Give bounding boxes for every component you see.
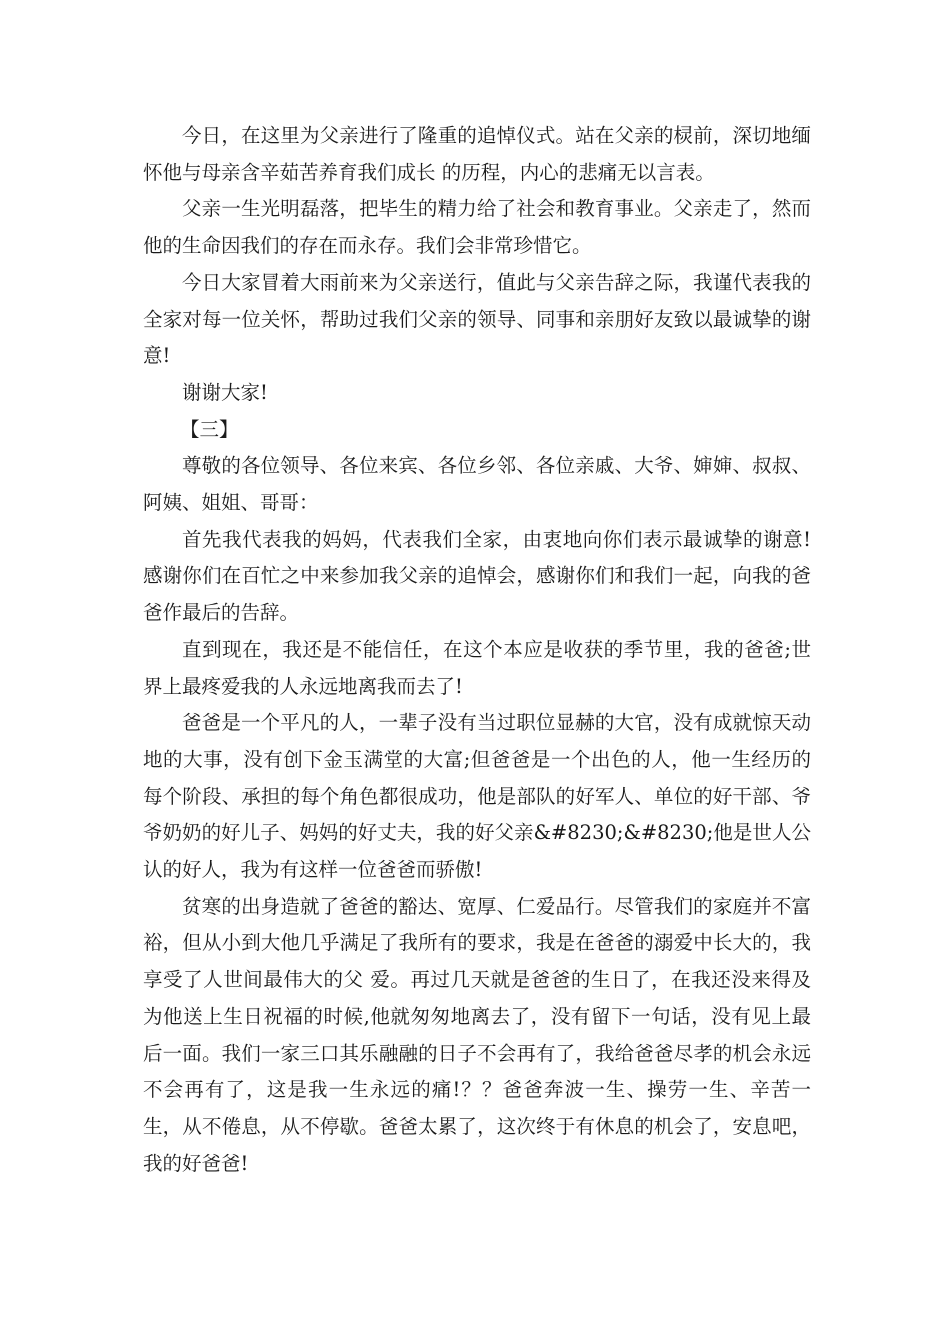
paragraph-family-thanks: 首先我代表我的妈妈，代表我们全家，由衷地向你们表示最诚挚的谢意!感谢你们在百忙之中来参加我父亲的追悼会，感谢你们和我们一起，向我的爸爸作最后的告辞。 <box>143 527 811 625</box>
paragraph-ordinary-man: 爸爸是一个平凡的人，一辈子没有当过职位显赫的大官，没有成就惊天动地的大事，没有创下金玉满堂的大富;但爸爸是一个出色的人，他一生经历的每个阶段、承担的每个角色都很成功，他是部队的好军人、单位的好干部、爷爷奶奶的好儿子、妈妈的好丈夫，我的好父亲&#8230;&#8230;他是世人公认的好人，我为有这样一位爸爸而骄傲! <box>143 711 811 882</box>
paragraph-father-life: 父亲一生光明磊落，把毕生的精力给了社会和教育事业。父亲走了，然而他的生命因我们的存在而永存。我们会非常珍惜它。 <box>143 197 811 258</box>
paragraph-thank-you: 谢谢大家! <box>182 380 268 404</box>
paragraph-humble-origins: 贫寒的出身造就了爸爸的豁达、宽厚、仁爱品行。尽管我们的家庭并不富裕，但从小到大他几乎满足了我所有的要求，我是在爸爸的溺爱中长大的，我享受了人世间最伟大的父 爱。再过几天就是爸爸的生日了，在我还没来得及为他送上生日祝福的时候,他就匆匆地离去了，没有留下一句话，没有见上最后一面。我们一家三口其乐融融的日子不会再有了，我给爸爸尽孝的机会永远不会再有了，这是我一生永远的痛!？？爸爸奔波一生、操劳一生、辛苦一生，从不倦息，从不停歇。爸爸太累了，这次终于有休息的机会了，安息吧，我的好爸爸! <box>143 894 811 1175</box>
section-heading-three: 【三】 <box>180 417 239 441</box>
paragraph-thanks-rain: 今日大家冒着大雨前来为父亲送行，值此与父亲告辞之际，我谨代表我的全家对每一位关怀，帮助过我们父亲的领导、同事和亲朋好友致以最诚挚的谢意! <box>143 270 811 368</box>
paragraph-disbelief: 直到现在，我还是不能信任，在这个本应是收获的季节里，我的爸爸;世界上最疼爱我的人永远地离我而去了! <box>143 637 811 698</box>
paragraph-salutation: 尊敬的各位领导、各位来宾、各位乡邻、各位亲戚、大爷、婶婶、叔叔、阿姨、姐姐、哥哥： <box>143 454 811 515</box>
document-body <box>143 118 811 1182</box>
paragraph-memorial-ceremony: 今日，在这里为父亲进行了隆重的追悼仪式。站在父亲的棂前，深切地缅怀他与母亲含辛茹苦养育我们成长 的历程，内心的悲痛无以言表。 <box>143 124 811 184</box>
